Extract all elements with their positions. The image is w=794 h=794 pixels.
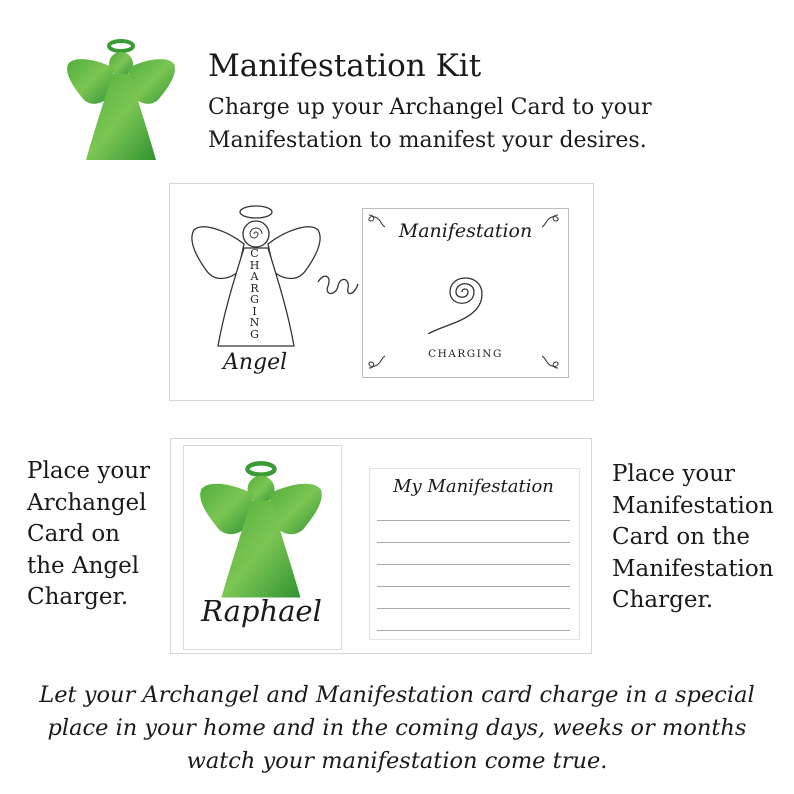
left-instruction: Place your Archangel Card on the Angel Charger. (27, 458, 150, 610)
corner-flourish-icon (542, 213, 560, 229)
charging-letter: R (250, 281, 260, 295)
charging-letter: A (250, 270, 260, 283)
writing-line (377, 542, 570, 543)
manifestation-charging-label: CHARGING (428, 348, 503, 360)
writing-line (377, 520, 570, 521)
green-angel-logo (64, 38, 178, 164)
spiral-icon (418, 258, 510, 334)
writing-line (377, 608, 570, 609)
charging-vertical-label (248, 248, 262, 340)
my-manifestation-title: My Manifestation (393, 476, 554, 497)
green-angel-illustration (196, 460, 326, 602)
right-instruction: Place your Manifestation Card on the Manifestation Charger. (612, 461, 774, 613)
angel-outline-illustration (186, 200, 362, 360)
angel-label: Angel (223, 350, 288, 375)
page-subtitle: Charge up your Archangel Card to your Manifestation to manifest your desires. (208, 95, 652, 153)
manifestation-charger-title: Manifestation (398, 220, 533, 242)
archangel-name: Raphael (201, 594, 322, 628)
charging-letter: G (250, 293, 260, 306)
charging-letter: N (249, 316, 261, 329)
writing-line (377, 586, 570, 587)
charging-letter: C (250, 247, 260, 260)
charging-letter: H (249, 258, 261, 272)
corner-flourish-icon (367, 213, 385, 229)
corner-flourish-icon (367, 354, 385, 370)
corner-flourish-icon (542, 354, 560, 370)
writing-line (377, 630, 570, 631)
page-title: Manifestation Kit (208, 48, 482, 84)
charging-letter: I (252, 304, 258, 318)
writing-line (377, 564, 570, 565)
charging-letter: G (250, 327, 260, 341)
footer-text: Let your Archangel and Manifestation card charge in a special place in your home and in the coming days, weeks or months watch your manifestation come true. (39, 682, 755, 774)
